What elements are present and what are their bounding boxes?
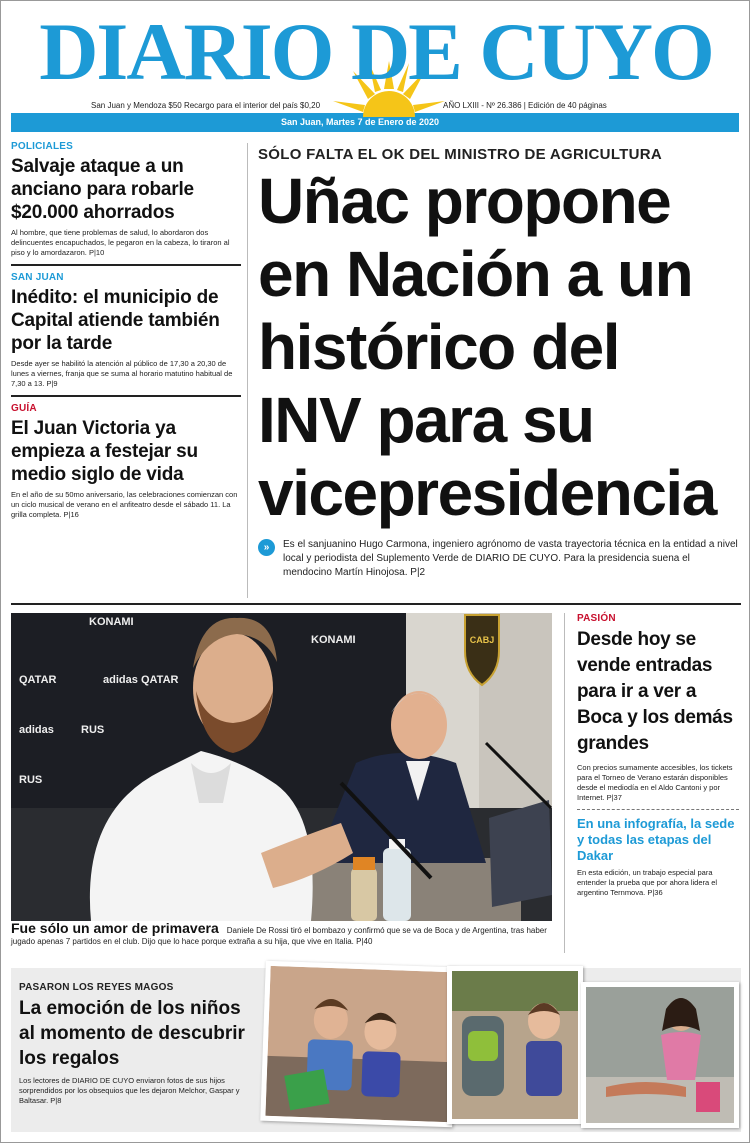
main-headline-line: INV para su <box>258 384 594 456</box>
crest-label: CABJ <box>469 635 495 645</box>
main-headline-line: vicepresidencia <box>258 457 716 529</box>
caption-headline[interactable]: Fue sólo un amor de primavera <box>11 920 219 936</box>
story-guia[interactable] <box>11 403 241 526</box>
press-conference-photo[interactable] <box>11 613 552 921</box>
child-with-backpack-image <box>452 971 578 1119</box>
story-text: Desde ayer se habilitó la atención al público de 17,30 a 20,30 de lunes a viernes, franja que se suma al horario matutino habitual de 7,30 a 13. P|9 <box>11 359 233 388</box>
gift-photo[interactable] <box>260 961 457 1128</box>
bottom-story[interactable] <box>11 968 741 1132</box>
right-column <box>577 613 739 898</box>
story-headline[interactable]: Desde hoy se vende entradas para ir a ver a Boca y los demás grandes <box>577 629 733 754</box>
story-san-juan[interactable] <box>11 272 241 397</box>
story-kicker: SAN JUAN <box>11 272 64 283</box>
caption-text: Daniele De Rossi tiró el bombazo y confirmó que se va de Boca y de Argentina, tras haber jugado apenas 7 partidos en el club. Dijo que lo hace porque extraña a su hija, que vive en Italia. P|40 <box>11 926 547 946</box>
story-headline[interactable]: El Juan Victoria ya empieza a festejar su medio siglo de vida <box>11 418 198 485</box>
masthead <box>11 6 741 101</box>
gift-photo[interactable] <box>581 982 739 1128</box>
backdrop-label: RUS <box>81 724 105 736</box>
main-headline-line: Uñac propone <box>258 165 671 237</box>
main-headline-line: histórico del <box>258 311 619 383</box>
edition-info: AÑO LXIII - Nº 26.386 | Edición de 40 páginas <box>443 101 607 110</box>
column-divider <box>247 143 248 598</box>
girl-with-doll-image <box>586 987 734 1123</box>
column-divider <box>564 613 565 953</box>
photo-caption <box>11 920 552 947</box>
story-headline[interactable]: Salvaje ataque a un anciano para robarle $20.000 ahorrados <box>11 156 194 223</box>
backdrop-label: QATAR <box>141 674 179 686</box>
story-text: En el año de su 50mo aniversario, las celebraciones comienzan con un ciclo musical de verano en el anfiteatro desde el sábado 11. La grilla completa. P|16 <box>11 490 238 519</box>
story-headline[interactable]: Inédito: el municipio de Capital atiende también por la tarde <box>11 287 220 354</box>
story-headline[interactable]: La emoción de los niños al momento de descubrir los regalos <box>19 998 245 1069</box>
story-policiales[interactable] <box>11 141 241 266</box>
backdrop-label: KONAMI <box>89 616 134 628</box>
gift-photo[interactable] <box>447 966 583 1124</box>
backdrop-label: RUS <box>19 774 43 786</box>
main-subtext: Es el sanjuanino Hugo Carmona, ingeniero agrónomo de vasta trayectoria técnica en la entidad a nivel local y periodista del Suplemento Verde de DIARIO DE CUYO. Para la presidencia suena el mendocino Martín Hinojosa. P|2 <box>283 539 738 578</box>
price-info: San Juan y Mendoza $50 Recargo para el interior del país $0,20 <box>91 101 321 110</box>
bottom-story-text <box>19 982 259 1106</box>
issue-date: San Juan, Martes 7 de Enero de 2020 <box>281 117 440 127</box>
dakar-text: En esta edición, un trabajo especial para entender la prueba que por ahora lidera el argentino Ternmova. P|36 <box>577 868 718 897</box>
backdrop-label: KONAMI <box>311 634 356 646</box>
story-kicker: POLICIALES <box>11 141 74 152</box>
backdrop-label: adidas <box>19 724 54 736</box>
backdrop-label: QATAR <box>19 674 57 686</box>
main-kicker: SÓLO FALTA EL OK DEL MINISTRO DE AGRICULTURA <box>258 146 663 163</box>
main-story[interactable] <box>258 146 743 530</box>
section-divider <box>11 603 741 605</box>
dakar-headline[interactable]: En una infografía, la sede y todas las etapas del Dakar <box>577 816 735 863</box>
double-chevron-right-icon: » <box>258 539 275 556</box>
dashed-divider <box>577 809 739 810</box>
backdrop-label: adidas <box>103 674 138 686</box>
story-kicker: PASIÓN <box>577 613 616 624</box>
left-column <box>11 141 241 532</box>
masthead-title: DIARIO DE CUYO <box>39 6 713 97</box>
story-text: Los lectores de DIARIO DE CUYO enviaron fotos de sus hijos sorprendidos por los obsequios que les dejaron Melchor, Gaspar y Baltasar. P|8 <box>19 1076 240 1105</box>
main-subtext-block <box>258 538 740 580</box>
story-text: Al hombre, que tiene problemas de salud, lo abordaron dos delincuentes encapuchados, le pegaron en la cabeza, lo tiraron al piso y lo amordazaron. P|10 <box>11 228 230 257</box>
main-headline[interactable] <box>258 165 743 530</box>
story-kicker: PASARON LOS REYES MAGOS <box>19 982 174 993</box>
story-kicker: GUÍA <box>11 403 37 414</box>
photo-illustration <box>11 613 552 921</box>
children-with-gifts-image <box>265 966 452 1122</box>
main-headline-line: en Nación a un <box>258 238 693 310</box>
story-text: Con precios sumamente accesibles, los tickets para el Torneo de Verano estarán disponibles desde el mediodía en el Aldo Cantoni y por Internet. P|37 <box>577 763 733 802</box>
